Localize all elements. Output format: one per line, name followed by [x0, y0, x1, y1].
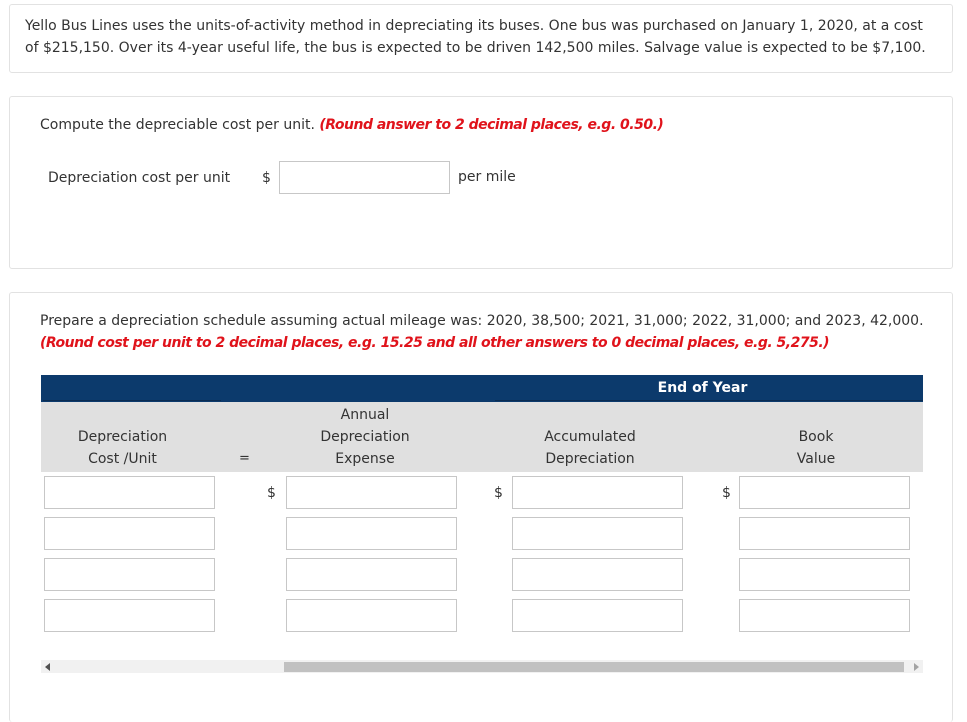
- annual-header-line1: Annual: [340, 407, 390, 423]
- accumulated-input-row1[interactable]: [512, 476, 683, 509]
- accumulated-input-row4[interactable]: [512, 599, 683, 632]
- accumulated-header-line2: Depreciation: [545, 451, 635, 467]
- part1-question-text: Compute the depreciable cost per unit.: [40, 117, 315, 133]
- book-value-input-row2[interactable]: [739, 517, 910, 550]
- part2-question: [40, 310, 930, 354]
- header-rule: [495, 400, 923, 401]
- part2-card: [9, 292, 953, 722]
- book-value-header-line1: Book: [798, 429, 834, 445]
- annual-header-line3: Expense: [335, 451, 395, 467]
- cost-per-unit-label: Depreciation cost per unit: [48, 170, 231, 186]
- part2-hint: (Round cost per unit to 2 decimal places, e.g. 15.25 and all other answers to 0 decimal places, e.g. 5,275.): [40, 335, 830, 351]
- currency-symbol: $: [722, 485, 731, 501]
- currency-symbol: $: [262, 170, 271, 186]
- currency-symbol: $: [267, 485, 276, 501]
- accumulated-input-row3[interactable]: [512, 558, 683, 591]
- accumulated-input-row2[interactable]: [512, 517, 683, 550]
- annual-expense-input-row3[interactable]: [286, 558, 457, 591]
- annual-header-line2: Depreciation: [320, 429, 410, 445]
- scroll-left-arrow-icon[interactable]: [45, 663, 50, 671]
- part2-question-text: Prepare a depreciation schedule assuming actual mileage was: 2020, 38,500; 2021, 31,000; 2022, 31,000; and 2023, 42,000.: [40, 313, 924, 329]
- equals-sign: =: [239, 451, 250, 466]
- annual-expense-input-row1[interactable]: [286, 476, 457, 509]
- cost-unit-column-header: [45, 426, 200, 470]
- book-value-header-line2: Value: [796, 451, 836, 467]
- problem-statement: Yello Bus Lines uses the units-of-activity method in depreciating its buses. One bus was purchased on January 1, 2020, at a cost of $215,150. Over its 4-year useful life, the bus is expected to be driven 142,500 miles. Salvage value is expected to be $7,100.: [25, 18, 926, 56]
- part1-card: [9, 96, 953, 269]
- cost-unit-input-row3[interactable]: [44, 558, 215, 591]
- per-mile-label: per mile: [458, 169, 516, 185]
- annual-expense-input-row4[interactable]: [286, 599, 457, 632]
- cost-unit-input-row2[interactable]: [44, 517, 215, 550]
- currency-symbol: $: [494, 485, 503, 501]
- book-value-input-row3[interactable]: [739, 558, 910, 591]
- accumulated-column-header: [510, 426, 670, 470]
- scrollbar-thumb[interactable]: [284, 662, 904, 672]
- cost-unit-input-row4[interactable]: [44, 599, 215, 632]
- book-value-input-row1[interactable]: [739, 476, 910, 509]
- accumulated-header-line1: Accumulated: [544, 429, 636, 445]
- header-rule: [43, 400, 221, 401]
- end-of-year-heading: End of Year: [657, 380, 748, 396]
- cost-unit-header-line1: Depreciation: [77, 429, 168, 445]
- scroll-right-arrow-icon[interactable]: [914, 663, 919, 671]
- cost-per-unit-input[interactable]: [279, 161, 450, 194]
- book-value-column-header: [756, 426, 876, 470]
- horizontal-scrollbar[interactable]: [41, 660, 923, 673]
- part1-question: [40, 114, 663, 136]
- annual-expense-column-header: [285, 404, 445, 470]
- cost-unit-input-row1[interactable]: [44, 476, 215, 509]
- book-value-input-row4[interactable]: [739, 599, 910, 632]
- cost-unit-header-line2: Cost /Unit: [88, 451, 157, 467]
- annual-expense-input-row2[interactable]: [286, 517, 457, 550]
- part1-hint: (Round answer to 2 decimal places, e.g. 0.50.): [319, 117, 664, 133]
- problem-card: [9, 4, 953, 73]
